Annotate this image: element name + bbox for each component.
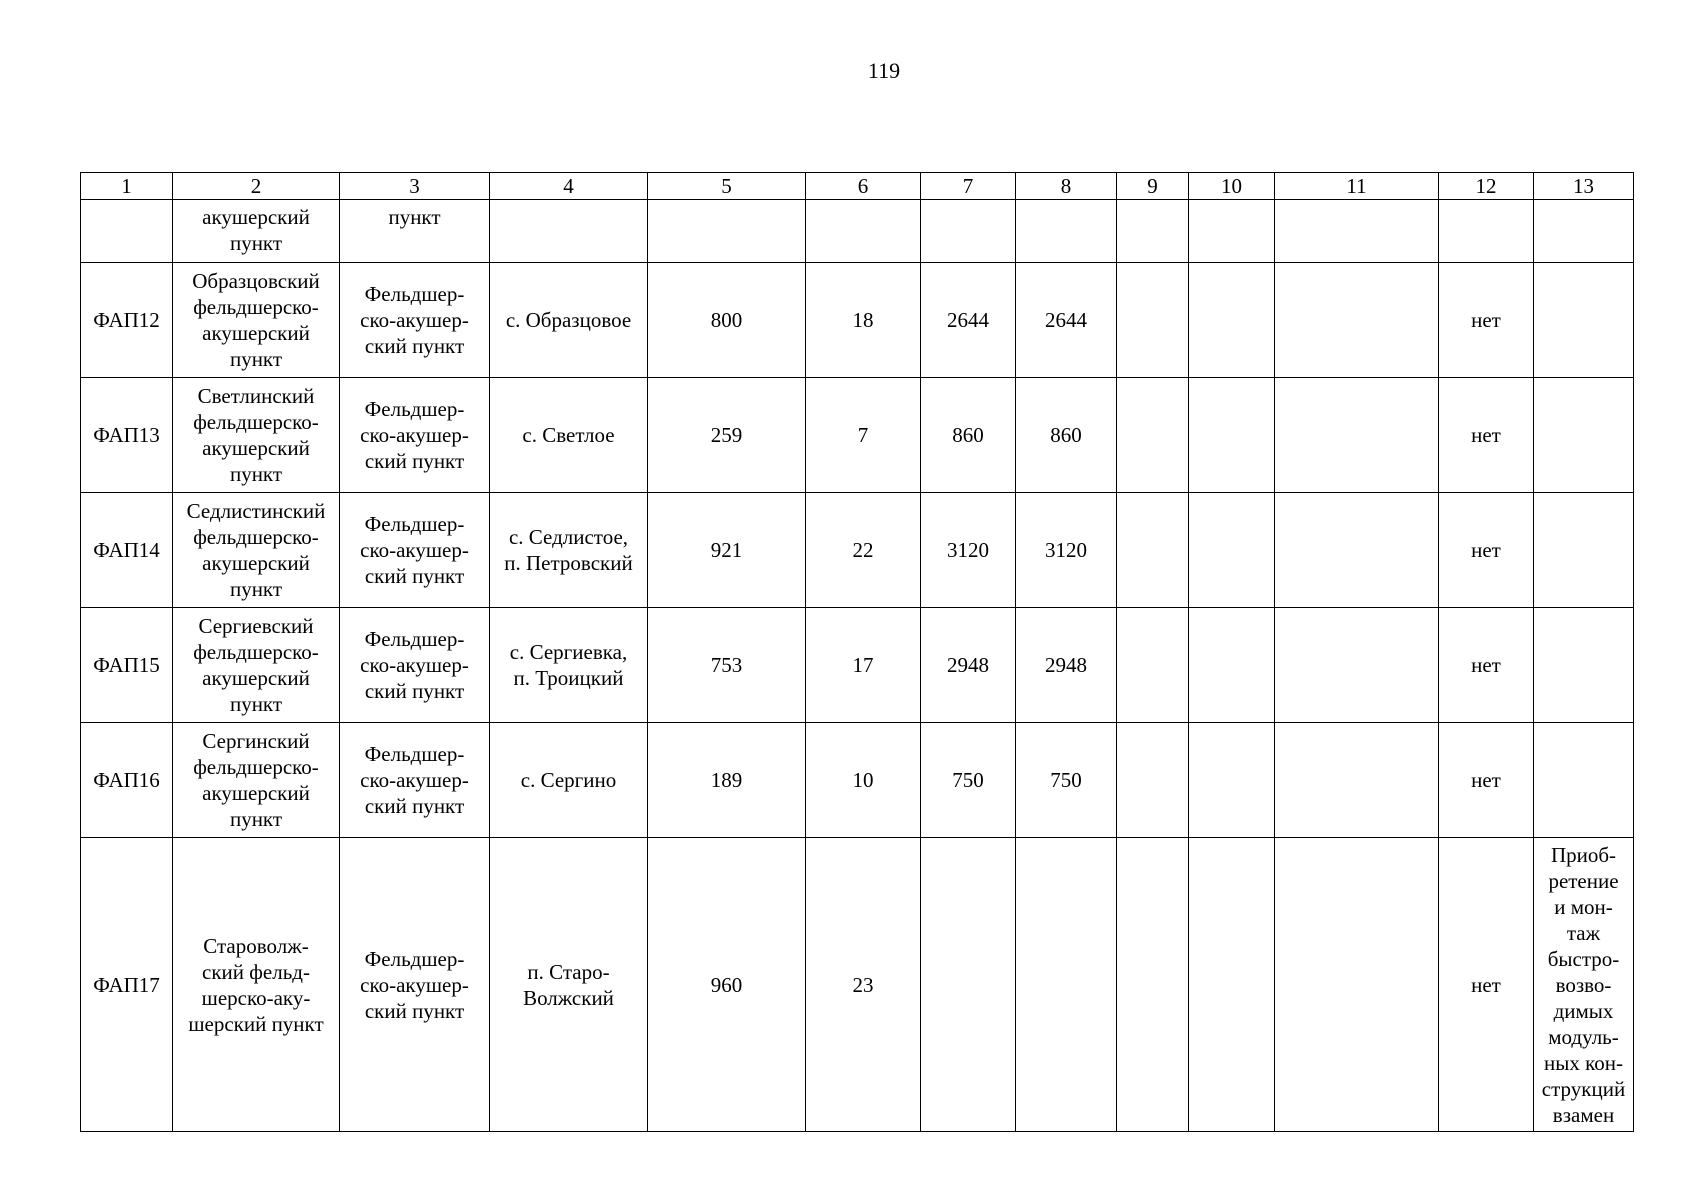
table-cell-c13: Приоб- ретение и мон- таж быстро- возво- димых модуль- ных кон- струкций взамен bbox=[1534, 838, 1634, 1132]
table-cell-c13 bbox=[1534, 378, 1634, 493]
table-row bbox=[81, 723, 1634, 838]
table-cell-c11 bbox=[1275, 263, 1439, 378]
table-cell-c5: 921 bbox=[648, 493, 806, 608]
table-cell-c11 bbox=[1275, 378, 1439, 493]
table-cell-c10 bbox=[1189, 838, 1275, 1132]
table-cell-code: ФАП17 bbox=[81, 838, 173, 1132]
table-cell-c6: 18 bbox=[806, 263, 921, 378]
table-cell-c10 bbox=[1189, 378, 1275, 493]
table-cell-c6: 23 bbox=[806, 838, 921, 1132]
column-number-8: 8 bbox=[1016, 173, 1117, 200]
continuation-cell-12 bbox=[1439, 200, 1534, 263]
table-cell-code: ФАП14 bbox=[81, 493, 173, 608]
table-cell-c13 bbox=[1534, 263, 1634, 378]
table-cell-c8 bbox=[1016, 838, 1117, 1132]
table-row bbox=[81, 838, 1634, 1132]
table-cell-c12: нет bbox=[1439, 723, 1534, 838]
continuation-cell-6 bbox=[806, 200, 921, 263]
table-cell-c9 bbox=[1117, 838, 1189, 1132]
table-cell-c8: 860 bbox=[1016, 378, 1117, 493]
table-cell-c5: 753 bbox=[648, 608, 806, 723]
column-number-2: 2 bbox=[173, 173, 340, 200]
table-cell-c11 bbox=[1275, 838, 1439, 1132]
table-cell-code: ФАП12 bbox=[81, 263, 173, 378]
table-cell-c6: 17 bbox=[806, 608, 921, 723]
table-cell-location: с. Образцовое bbox=[490, 263, 648, 378]
table-cell-code: ФАП16 bbox=[81, 723, 173, 838]
column-number-9: 9 bbox=[1117, 173, 1189, 200]
table-cell-location: с. Светлое bbox=[490, 378, 648, 493]
table-cell-c13 bbox=[1534, 493, 1634, 608]
table-cell-c12: нет bbox=[1439, 263, 1534, 378]
table-cell-c12: нет bbox=[1439, 838, 1534, 1132]
continuation-cell-2: акушерский пункт bbox=[173, 200, 340, 263]
continuation-cell-9 bbox=[1117, 200, 1189, 263]
continuation-cell-11 bbox=[1275, 200, 1439, 263]
table-cell-c6: 7 bbox=[806, 378, 921, 493]
table-cell-c13 bbox=[1534, 723, 1634, 838]
continuation-cell-1 bbox=[81, 200, 173, 263]
continuation-cell-8 bbox=[1016, 200, 1117, 263]
table-cell-c7: 2644 bbox=[921, 263, 1016, 378]
table-cell-c8: 2948 bbox=[1016, 608, 1117, 723]
table-cell-type: Фельдшер- ско-акушер- ский пункт bbox=[340, 493, 490, 608]
column-number-6: 6 bbox=[806, 173, 921, 200]
table-cell-location: п. Старо- Волжский bbox=[490, 838, 648, 1132]
column-number-10: 10 bbox=[1189, 173, 1275, 200]
table-cell-type: Фельдшер- ско-акушер- ский пункт bbox=[340, 723, 490, 838]
table-cell-c7: 2948 bbox=[921, 608, 1016, 723]
table-cell-c10 bbox=[1189, 493, 1275, 608]
continuation-cell-13 bbox=[1534, 200, 1634, 263]
table-cell-c6: 22 bbox=[806, 493, 921, 608]
table-cell-c11 bbox=[1275, 493, 1439, 608]
column-number-row bbox=[81, 173, 1634, 200]
table-cell-c8: 750 bbox=[1016, 723, 1117, 838]
continuation-cell-5 bbox=[648, 200, 806, 263]
table-cell-c9 bbox=[1117, 263, 1189, 378]
continuation-cell-3: пункт bbox=[340, 200, 490, 263]
table-cell-c7: 3120 bbox=[921, 493, 1016, 608]
table-cell-name: Староволж- ский фельд- шерско-аку- шерский пункт bbox=[173, 838, 340, 1132]
table-cell-type: Фельдшер- ско-акушер- ский пункт bbox=[340, 838, 490, 1132]
facilities-table bbox=[80, 172, 1634, 1132]
table-cell-name: Образцовский фельдшерско- акушерский пункт bbox=[173, 263, 340, 378]
table-cell-c9 bbox=[1117, 608, 1189, 723]
table-cell-c6: 10 bbox=[806, 723, 921, 838]
table-cell-c12: нет bbox=[1439, 378, 1534, 493]
table-cell-c7: 860 bbox=[921, 378, 1016, 493]
table-cell-code: ФАП15 bbox=[81, 608, 173, 723]
page-number: 119 bbox=[867, 58, 901, 83]
table-cell-c7 bbox=[921, 838, 1016, 1132]
table-cell-c12: нет bbox=[1439, 608, 1534, 723]
column-number-5: 5 bbox=[648, 173, 806, 200]
column-number-3: 3 bbox=[340, 173, 490, 200]
table-cell-c9 bbox=[1117, 493, 1189, 608]
table-row bbox=[81, 263, 1634, 378]
table-cell-c7: 750 bbox=[921, 723, 1016, 838]
table-row bbox=[81, 608, 1634, 723]
table-cell-name: Светлинский фельдшерско- акушерский пункт bbox=[173, 378, 340, 493]
table-cell-c5: 800 bbox=[648, 263, 806, 378]
table-cell-type: Фельдшер- ско-акушер- ский пункт bbox=[340, 263, 490, 378]
table-cell-name: Сергинский фельдшерско- акушерский пункт bbox=[173, 723, 340, 838]
continuation-cell-10 bbox=[1189, 200, 1275, 263]
table-cell-c8: 2644 bbox=[1016, 263, 1117, 378]
column-number-13: 13 bbox=[1534, 173, 1634, 200]
table-cell-code: ФАП13 bbox=[81, 378, 173, 493]
table-cell-c11 bbox=[1275, 608, 1439, 723]
table-row bbox=[81, 378, 1634, 493]
table-cell-c10 bbox=[1189, 608, 1275, 723]
table-cell-c9 bbox=[1117, 723, 1189, 838]
table-cell-c5: 189 bbox=[648, 723, 806, 838]
table-cell-c8: 3120 bbox=[1016, 493, 1117, 608]
table-cell-c10 bbox=[1189, 723, 1275, 838]
column-number-4: 4 bbox=[490, 173, 648, 200]
table-cell-type: Фельдшер- ско-акушер- ский пункт bbox=[340, 378, 490, 493]
continuation-cell-7 bbox=[921, 200, 1016, 263]
table-cell-c9 bbox=[1117, 378, 1189, 493]
table-cell-c11 bbox=[1275, 723, 1439, 838]
column-number-1: 1 bbox=[81, 173, 173, 200]
table-cell-name: Седлистинский фельдшерско- акушерский пункт bbox=[173, 493, 340, 608]
table-cell-c13 bbox=[1534, 608, 1634, 723]
table-cell-c5: 259 bbox=[648, 378, 806, 493]
column-number-7: 7 bbox=[921, 173, 1016, 200]
continuation-row bbox=[81, 200, 1634, 263]
column-number-11: 11 bbox=[1275, 173, 1439, 200]
table-cell-name: Сергиевский фельдшерско- акушерский пункт bbox=[173, 608, 340, 723]
table-cell-c10 bbox=[1189, 263, 1275, 378]
table-cell-location: с. Седлистое, п. Петровский bbox=[490, 493, 648, 608]
table-cell-location: с. Сергиевка, п. Троицкий bbox=[490, 608, 648, 723]
table-row bbox=[81, 493, 1634, 608]
column-number-12: 12 bbox=[1439, 173, 1534, 200]
table-cell-c5: 960 bbox=[648, 838, 806, 1132]
table-cell-c12: нет bbox=[1439, 493, 1534, 608]
continuation-cell-4 bbox=[490, 200, 648, 263]
table-cell-location: с. Сергино bbox=[490, 723, 648, 838]
table-cell-type: Фельдшер- ско-акушер- ский пункт bbox=[340, 608, 490, 723]
